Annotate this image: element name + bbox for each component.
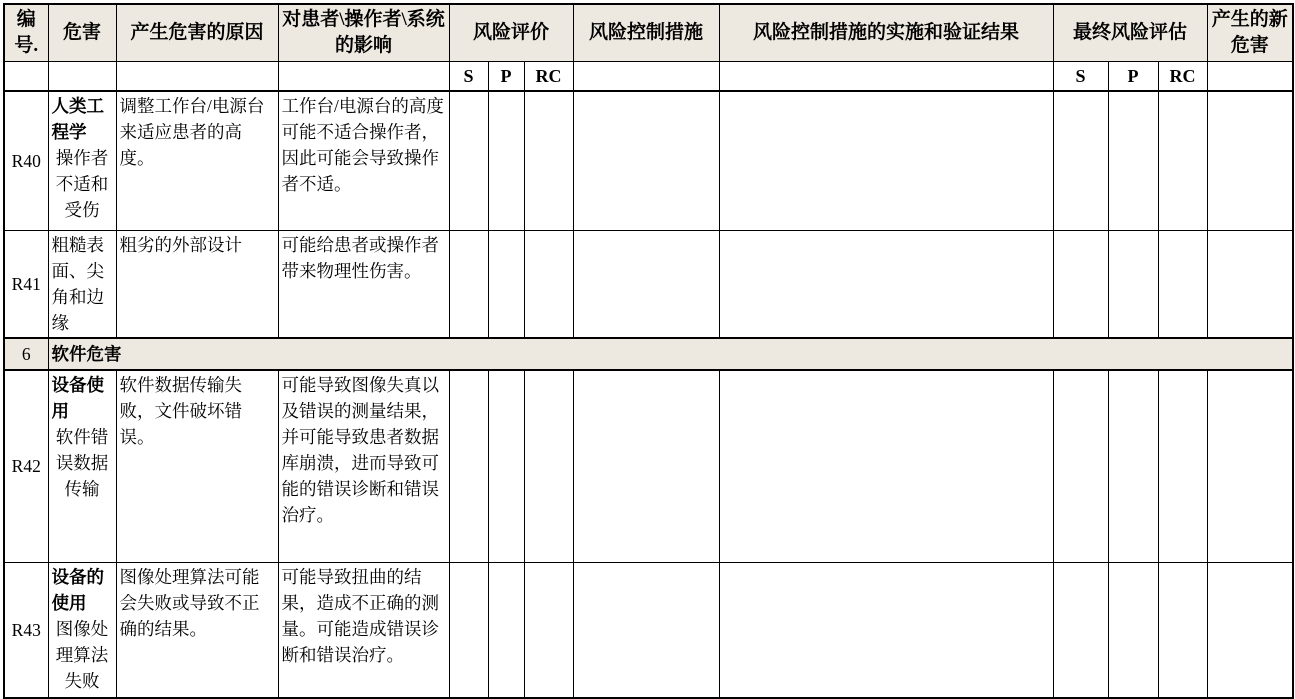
subheader-s: S bbox=[449, 61, 488, 91]
new-hazard-cell bbox=[1207, 231, 1293, 339]
effect-cell: 可能给患者或操作者带来物理性伤害。 bbox=[278, 231, 449, 339]
rc-cell bbox=[524, 562, 573, 698]
row-id: R40 bbox=[4, 91, 48, 231]
verification-cell bbox=[719, 370, 1053, 562]
effect-cell: 可能导致图像失真以及错误的测量结果，并可能导致患者数据库崩溃，进而导致可能的错误诊断和错误治疗。 bbox=[278, 370, 449, 562]
final-s-cell bbox=[1053, 231, 1108, 339]
final-rc-cell bbox=[1158, 562, 1207, 698]
header-final-eval: 最终风险评估 bbox=[1053, 4, 1207, 61]
verification-cell bbox=[719, 231, 1053, 339]
cause-cell: 图像处理算法可能会失败或导致不正确的结果。 bbox=[116, 562, 278, 698]
s-cell bbox=[449, 370, 488, 562]
hazard-detail: 软件错误数据传输 bbox=[55, 427, 109, 499]
cause-cell: 软件数据传输失败，文件破坏错误。 bbox=[116, 370, 278, 562]
hazard-cell bbox=[48, 231, 116, 339]
subheader-empty-effect bbox=[278, 61, 449, 91]
section-row-software-hazard bbox=[4, 338, 1293, 370]
verification-cell bbox=[719, 562, 1053, 698]
row-id: R43 bbox=[4, 562, 48, 698]
hazard-category: 人类工程学 bbox=[51, 95, 104, 142]
final-p-cell bbox=[1108, 370, 1158, 562]
table-row-r40 bbox=[4, 91, 1293, 231]
row-id: R41 bbox=[4, 231, 48, 339]
hazard-cell bbox=[48, 562, 116, 698]
new-hazard-cell bbox=[1207, 91, 1293, 231]
new-hazard-cell bbox=[1207, 562, 1293, 698]
s-cell bbox=[449, 91, 488, 231]
hazard-category: 设备的使用 bbox=[51, 566, 104, 613]
final-s-cell bbox=[1053, 91, 1108, 231]
table-row-r43 bbox=[4, 562, 1293, 698]
hazard-detail: 图像处理算法失败 bbox=[55, 618, 109, 691]
subheader-final-p: P bbox=[1108, 61, 1158, 91]
subheader-empty-verification bbox=[719, 61, 1053, 91]
p-cell bbox=[488, 91, 524, 231]
s-cell bbox=[449, 562, 488, 698]
table-row-r41 bbox=[4, 231, 1293, 339]
subheader-empty-new-hazard bbox=[1207, 61, 1293, 91]
subheader-empty-number bbox=[4, 61, 48, 91]
subheader-empty-control bbox=[573, 61, 719, 91]
hazard-detail: 粗糙表面、尖角和边缘 bbox=[51, 235, 104, 333]
header-risk-eval: 风险评价 bbox=[449, 4, 573, 61]
subheader-final-rc: RC bbox=[1158, 61, 1207, 91]
cause-cell: 调整工作台/电源台来适应患者的高度。 bbox=[116, 91, 278, 231]
risk-analysis-table bbox=[3, 3, 1294, 699]
verification-cell bbox=[719, 91, 1053, 231]
header-control-measures: 风险控制措施 bbox=[573, 4, 719, 61]
hazard-cell bbox=[48, 91, 116, 231]
effect-cell: 工作台/电源台的高度可能不适合操作者，因此可能会导致操作者不适。 bbox=[278, 91, 449, 231]
final-p-cell bbox=[1108, 91, 1158, 231]
subheader-rc: RC bbox=[524, 61, 573, 91]
subheader-empty-cause bbox=[116, 61, 278, 91]
row-id: R42 bbox=[4, 370, 48, 562]
hazard-cell bbox=[48, 370, 116, 562]
subheader-empty-hazard bbox=[48, 61, 116, 91]
p-cell bbox=[488, 562, 524, 698]
section-title: 软件危害 bbox=[48, 338, 1293, 370]
control-cell bbox=[573, 91, 719, 231]
p-cell bbox=[488, 370, 524, 562]
header-effect: 对患者\操作者\系统的影响 bbox=[278, 4, 449, 61]
header-row bbox=[4, 4, 1293, 61]
section-number: 6 bbox=[4, 338, 48, 370]
s-cell bbox=[449, 231, 488, 339]
final-rc-cell bbox=[1158, 370, 1207, 562]
rc-cell bbox=[524, 370, 573, 562]
final-rc-cell bbox=[1158, 231, 1207, 339]
control-cell bbox=[573, 370, 719, 562]
table-row-r42 bbox=[4, 370, 1293, 562]
header-cause: 产生危害的原因 bbox=[116, 4, 278, 61]
header-verification: 风险控制措施的实施和验证结果 bbox=[719, 4, 1053, 61]
subheader-row bbox=[4, 61, 1293, 91]
new-hazard-cell bbox=[1207, 370, 1293, 562]
final-rc-cell bbox=[1158, 91, 1207, 231]
subheader-final-s: S bbox=[1053, 61, 1108, 91]
rc-cell bbox=[524, 91, 573, 231]
hazard-detail: 操作者不适和受伤 bbox=[55, 147, 109, 220]
control-cell bbox=[573, 231, 719, 339]
cause-cell: 粗劣的外部设计 bbox=[116, 231, 278, 339]
header-hazard: 危害 bbox=[48, 4, 116, 61]
final-s-cell bbox=[1053, 370, 1108, 562]
header-number: 编号. bbox=[4, 4, 48, 61]
effect-cell: 可能导致扭曲的结果，造成不正确的测量。可能造成错误诊断和错误治疗。 bbox=[278, 562, 449, 698]
rc-cell bbox=[524, 231, 573, 339]
hazard-category: 设备使用 bbox=[51, 375, 104, 421]
p-cell bbox=[488, 231, 524, 339]
subheader-p: P bbox=[488, 61, 524, 91]
header-new-hazard: 产生的新危害 bbox=[1207, 4, 1293, 61]
final-p-cell bbox=[1108, 562, 1158, 698]
final-p-cell bbox=[1108, 231, 1158, 339]
control-cell bbox=[573, 562, 719, 698]
final-s-cell bbox=[1053, 562, 1108, 698]
